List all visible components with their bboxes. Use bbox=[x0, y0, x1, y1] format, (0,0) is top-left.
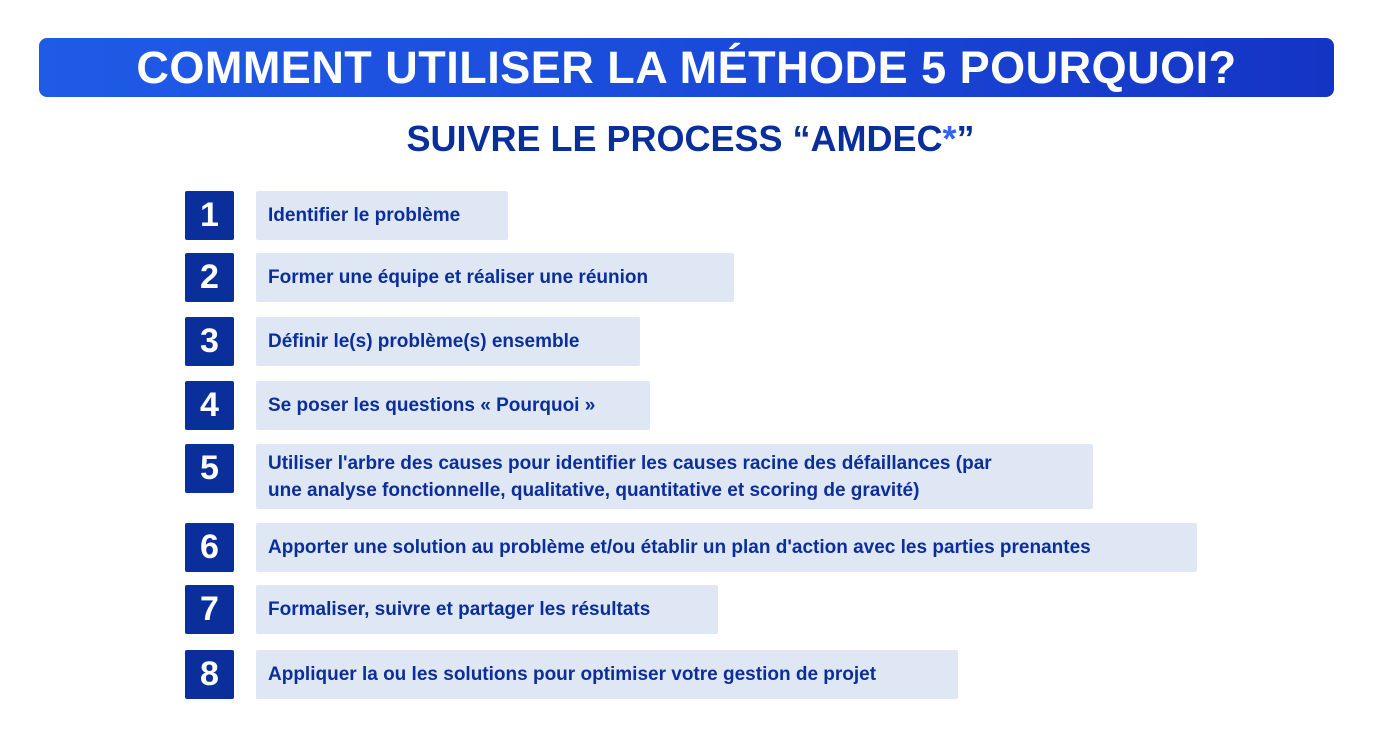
subtitle-text: SUIVRE LE PROCESS bbox=[406, 118, 793, 159]
step-number-8: 8 bbox=[185, 650, 234, 699]
step-number-2: 2 bbox=[185, 253, 234, 302]
step-number-3: 3 bbox=[185, 317, 234, 366]
step-box-5 bbox=[256, 444, 1093, 509]
step-number-6: 6 bbox=[185, 523, 234, 572]
step-text-7: Formaliser, suivre et partager les résultats bbox=[268, 599, 651, 620]
step-number-5: 5 bbox=[185, 444, 234, 493]
step-text-3: Définir le(s) problème(s) ensemble bbox=[268, 331, 580, 352]
subtitle-amdec: “AMDEC bbox=[792, 118, 943, 159]
step-box-7 bbox=[256, 585, 718, 634]
step-number-7: 7 bbox=[185, 585, 234, 634]
step-box-4 bbox=[256, 381, 650, 430]
subtitle-close-quote: ” bbox=[956, 118, 975, 159]
step-number-1: 1 bbox=[185, 191, 234, 240]
step-text-5-line1: Utiliser l'arbre des causes pour identifier les causes racine des défaillances (par bbox=[268, 452, 992, 474]
step-number-4: 4 bbox=[185, 381, 234, 430]
step-box-3 bbox=[256, 317, 640, 366]
step-text-5-line2: une analyse fonctionnelle, qualitative, quantitative et scoring de gravité) bbox=[268, 479, 920, 501]
subtitle-asterisk: * bbox=[942, 118, 957, 159]
step-box-6 bbox=[256, 523, 1197, 572]
step-box-2 bbox=[256, 253, 734, 302]
step-text-1: Identifier le problème bbox=[268, 205, 461, 226]
step-text-4: Se poser les questions « Pourquoi » bbox=[268, 395, 596, 416]
step-text-6: Apporter une solution au problème et/ou établir un plan d'action avec les parties prenantes bbox=[268, 537, 1091, 558]
title-banner bbox=[39, 38, 1334, 97]
step-box-1 bbox=[256, 191, 508, 240]
page-title: COMMENT UTILISER LA MÉTHODE 5 POURQUOI? bbox=[136, 41, 1237, 93]
step-text-2: Former une équipe et réaliser une réunion bbox=[268, 267, 649, 288]
subtitle bbox=[0, 118, 1381, 160]
step-box-8 bbox=[256, 650, 958, 699]
step-text-8: Appliquer la ou les solutions pour optimiser votre gestion de projet bbox=[268, 664, 877, 685]
